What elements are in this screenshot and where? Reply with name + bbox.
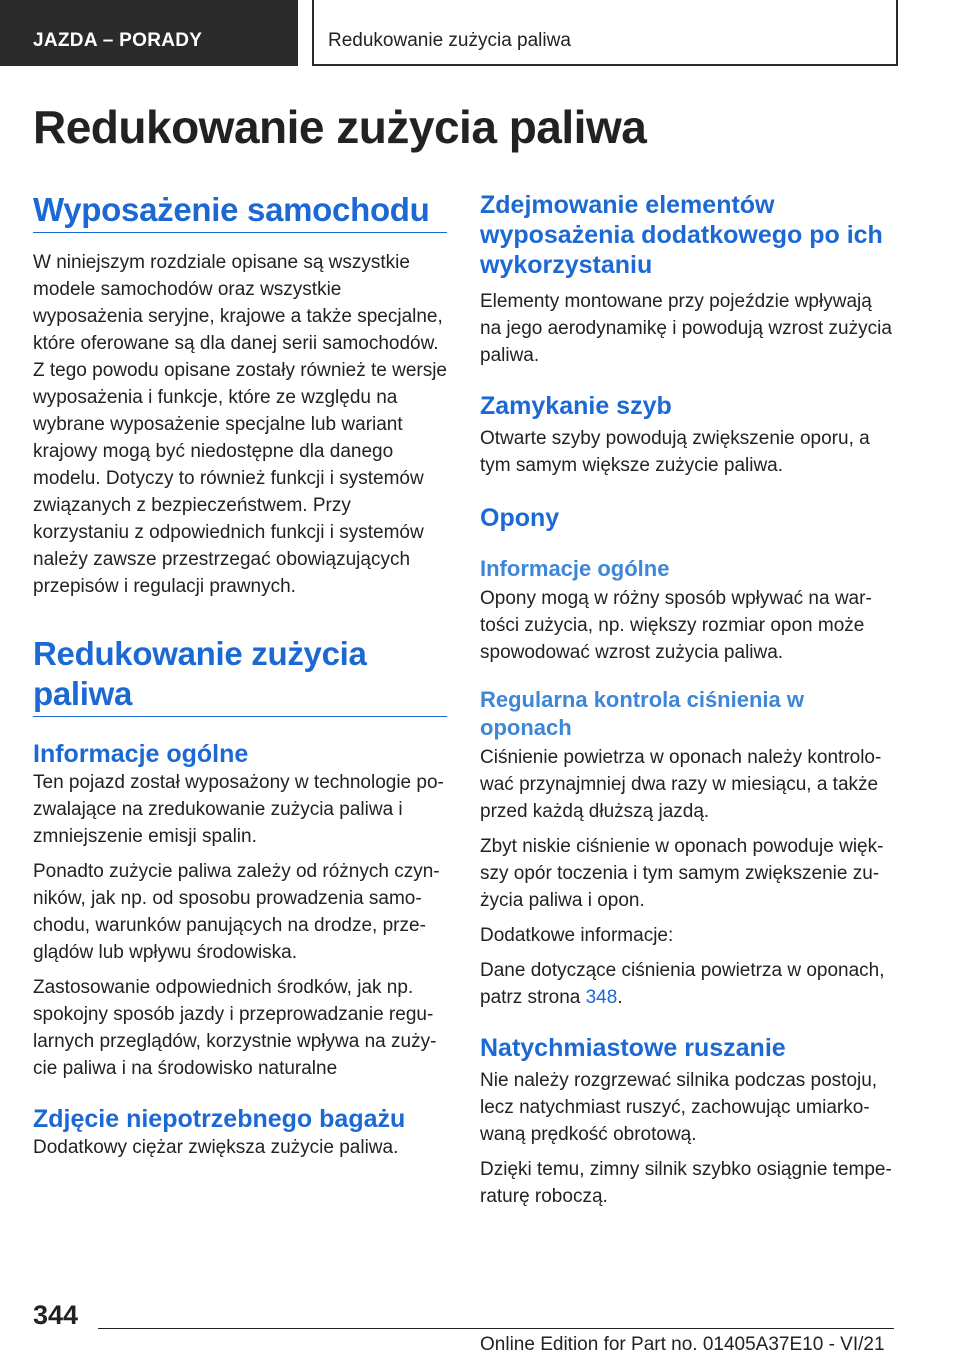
- left-column: [33, 190, 447, 1161]
- luggage-heading: Zdjęcie niepotrzebnego bagażu: [33, 1105, 406, 1133]
- general-paragraph-1: Ten pojazd został wyposażony w technologie pozwalające na zredukowanie zużycia paliwa i zmniejszenie emisji spalin.: [33, 772, 444, 847]
- pressure-paragraph-1: Ciśnienie powietrza w oponach należy kontrolować przynajmniej dwa razy w miesiącu, a także przed każdą dłuższą jazdą.: [480, 747, 882, 822]
- section-tab: [0, 0, 298, 66]
- pressure-paragraph-3: Dodatkowe informacje:: [480, 925, 674, 946]
- footer-rule: [98, 1328, 894, 1329]
- edition-text: Online Edition for Part no. 01405A37E10 - VI/21: [480, 1334, 885, 1355]
- tires-general-text: Opony mogą w różny sposób wpływać na wartości zużycia, np. większy rozmiar opon może spowodować wzrost zużycia paliwa.: [480, 588, 872, 663]
- start-paragraph-1: Nie należy rozgrzewać silnika podczas postoju, lecz natychmiast ruszyć, zachowując umiarkowaną prędkość obrotową.: [480, 1070, 878, 1145]
- accessories-text: Elementy montowane przy pojeździe wpływają na jego aerodynamikę i powodują wzrost zużycia paliwa.: [480, 291, 892, 366]
- page-348-link[interactable]: 348: [585, 987, 618, 1008]
- right-column: [480, 190, 894, 1210]
- pressure-ref-prefix: Dane dotyczące ciśnienia powietrza w oponach, patrz strona: [480, 960, 885, 1008]
- page-title: Redukowanie zużycia paliwa: [33, 101, 647, 153]
- tires-heading: Opony: [480, 504, 560, 532]
- start-paragraph-2: Dzięki temu, zimny silnik szybko osiągnie temperaturę roboczą.: [480, 1159, 892, 1207]
- reduce-heading: Redukowanie zużycia paliwa: [33, 635, 367, 712]
- general-paragraph-2: Ponadto zużycie paliwa zależy od różnych czynników, jak np. od sposobu prowadzenia samochodu, warunków panujących na drodze, przeglądów lub wpływu środowiska.: [33, 861, 440, 963]
- luggage-text: Dodatkowy ciężar zwiększa zużycie paliwa.: [33, 1137, 399, 1158]
- pressure-paragraph-4: [480, 957, 894, 1011]
- pressure-heading: Regularna kontrola ciśnienia w oponach: [480, 687, 804, 740]
- pressure-paragraph-2: Zbyt niskie ciśnienie w oponach powoduje większy opór toczenia i tym samym zwiększenie zużycia paliwa i opon.: [480, 836, 884, 911]
- general-heading: Informacje ogólne: [33, 740, 249, 768]
- chapter-tab: [312, 0, 898, 66]
- general-paragraph-3: Zastosowanie odpowiednich środków, jak np. spokojny sposób jazdy i przeprowadzanie regularnych przeglądów, korzystnie wpływa na zużycie paliwa i na środowisko naturalne: [33, 977, 437, 1079]
- section-tab-label: JAZDA – PORADY: [33, 30, 203, 51]
- chapter-tab-label: Redukowanie zużycia paliwa: [328, 30, 571, 51]
- windows-text: Otwarte szyby powodują zwiększenie oporu, a tym samym większe zużycie paliwa.: [480, 428, 870, 476]
- pressure-ref-suffix: .: [617, 987, 623, 1008]
- accessories-heading: Zdejmowanie elementów wyposażenia dodatkowego po ich wykorzystaniu: [480, 191, 883, 279]
- equipment-text: W niniejszym rozdziale opisane są wszystkie modele samochodów oraz wszystkie wyposażenia seryjne, krajowe a także specjalne, które oferowane są dla danej serii samochodów. Z tego powodu opisane zostały również te wersje wyposażenia i funkcje, które ze względu na wybrane wyposażenie specjalne lub wariant krajowy mogą być niedostępne dla danego modelu. Dotyczy to również funkcji i systemów związanych z bezpieczeństwem. Przy korzystaniu z odpowiednich funkcji i systemów należy zawsze przestrzegać obowiązujących przepisów i regulacji prawnych.: [33, 252, 448, 597]
- equipment-heading: Wyposażenie samochodu: [33, 190, 447, 233]
- reduce-heading-rule: [33, 716, 447, 717]
- page-number: 344: [33, 1300, 79, 1330]
- page-header: [0, 0, 960, 66]
- tires-general-heading: Informacje ogólne: [480, 556, 670, 581]
- windows-heading: Zamykanie szyb: [480, 392, 672, 420]
- start-heading: Natychmiastowe ruszanie: [480, 1034, 786, 1062]
